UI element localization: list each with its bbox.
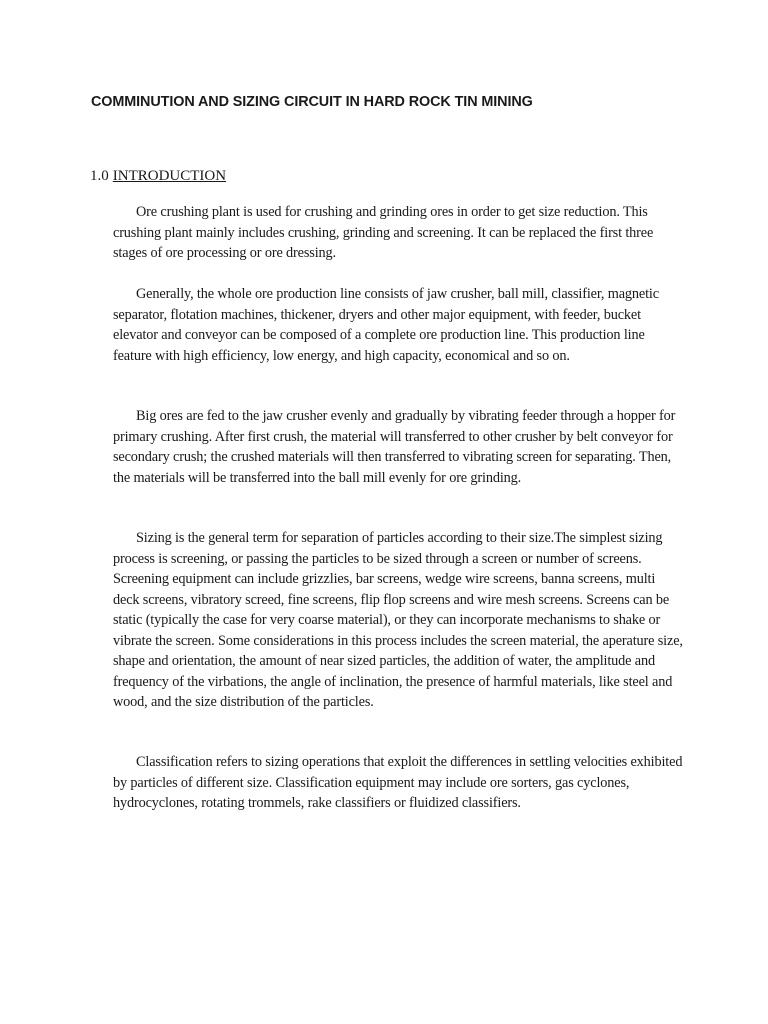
section-heading	[90, 168, 226, 185]
paragraph-classification: Classification refers to sizing operations that exploit the differences in settling velocities exhibited by particles of different size. Classification equipment may include ore sorters, gas cyclones, hydrocyclones, rotating trommels, rake classifiers or fluidized classifiers.	[113, 754, 683, 811]
paragraph-production-line: Generally, the whole ore production line consists of jaw crusher, ball mill, classifier, magnetic separator, flotation machines, thickener, dryers and other major equipment, with feeder, bucket elevator and conveyor can be composed of a complete ore production line. This production line feature with high efficiency, low energy, and high capacity, economical and so on.	[113, 286, 659, 364]
section-heading-label: INTRODUCTION	[112, 168, 227, 184]
paragraph-crushing-process: Big ores are fed to the jaw crusher evenly and gradually by vibrating feeder through a hopper for primary crushing. After first crush, the material will transferred to other crusher by belt conveyor for secondary crush; the crushed materials will then transferred to vibrating screen for separating. Then, the materials will be transferred into the ball mill evenly for ore grinding.	[113, 408, 676, 486]
paragraph-ore-crushing-plant: Ore crushing plant is used for crushing and grinding ores in order to get size reduction. This crushing plant mainly includes crushing, grinding and screening. It can be replaced the first three stages of ore processing or ore dressing.	[113, 204, 654, 261]
paragraph-sizing: Sizing is the general term for separation of particles according to their size.The simplest sizing process is screening, or passing the particles to be sized through a screen or number of screens. Screening equipment can include grizzlies, bar screens, wedge wire screens, banna screens, multi deck screens, vibratory screed, fine screens, flip flop screens and wire mesh screens. Screens can be static (typically the case for very coarse material), or they can incorporate mechanisms to shake or vibrate the screen. Some considerations in this process includes the screen material, the aperature size, shape and orientation, the amount of near sized particles, the addition of water, the amplitude and frequency of the virbations, the angle of inclination, the presence of harmful materials, like steel and wood, and the size distribution of the particles.	[113, 530, 683, 710]
section-number: 1.0	[90, 168, 109, 184]
document-title: COMMINUTION AND SIZING CIRCUIT IN HARD ROCK TIN MINING	[91, 94, 533, 110]
